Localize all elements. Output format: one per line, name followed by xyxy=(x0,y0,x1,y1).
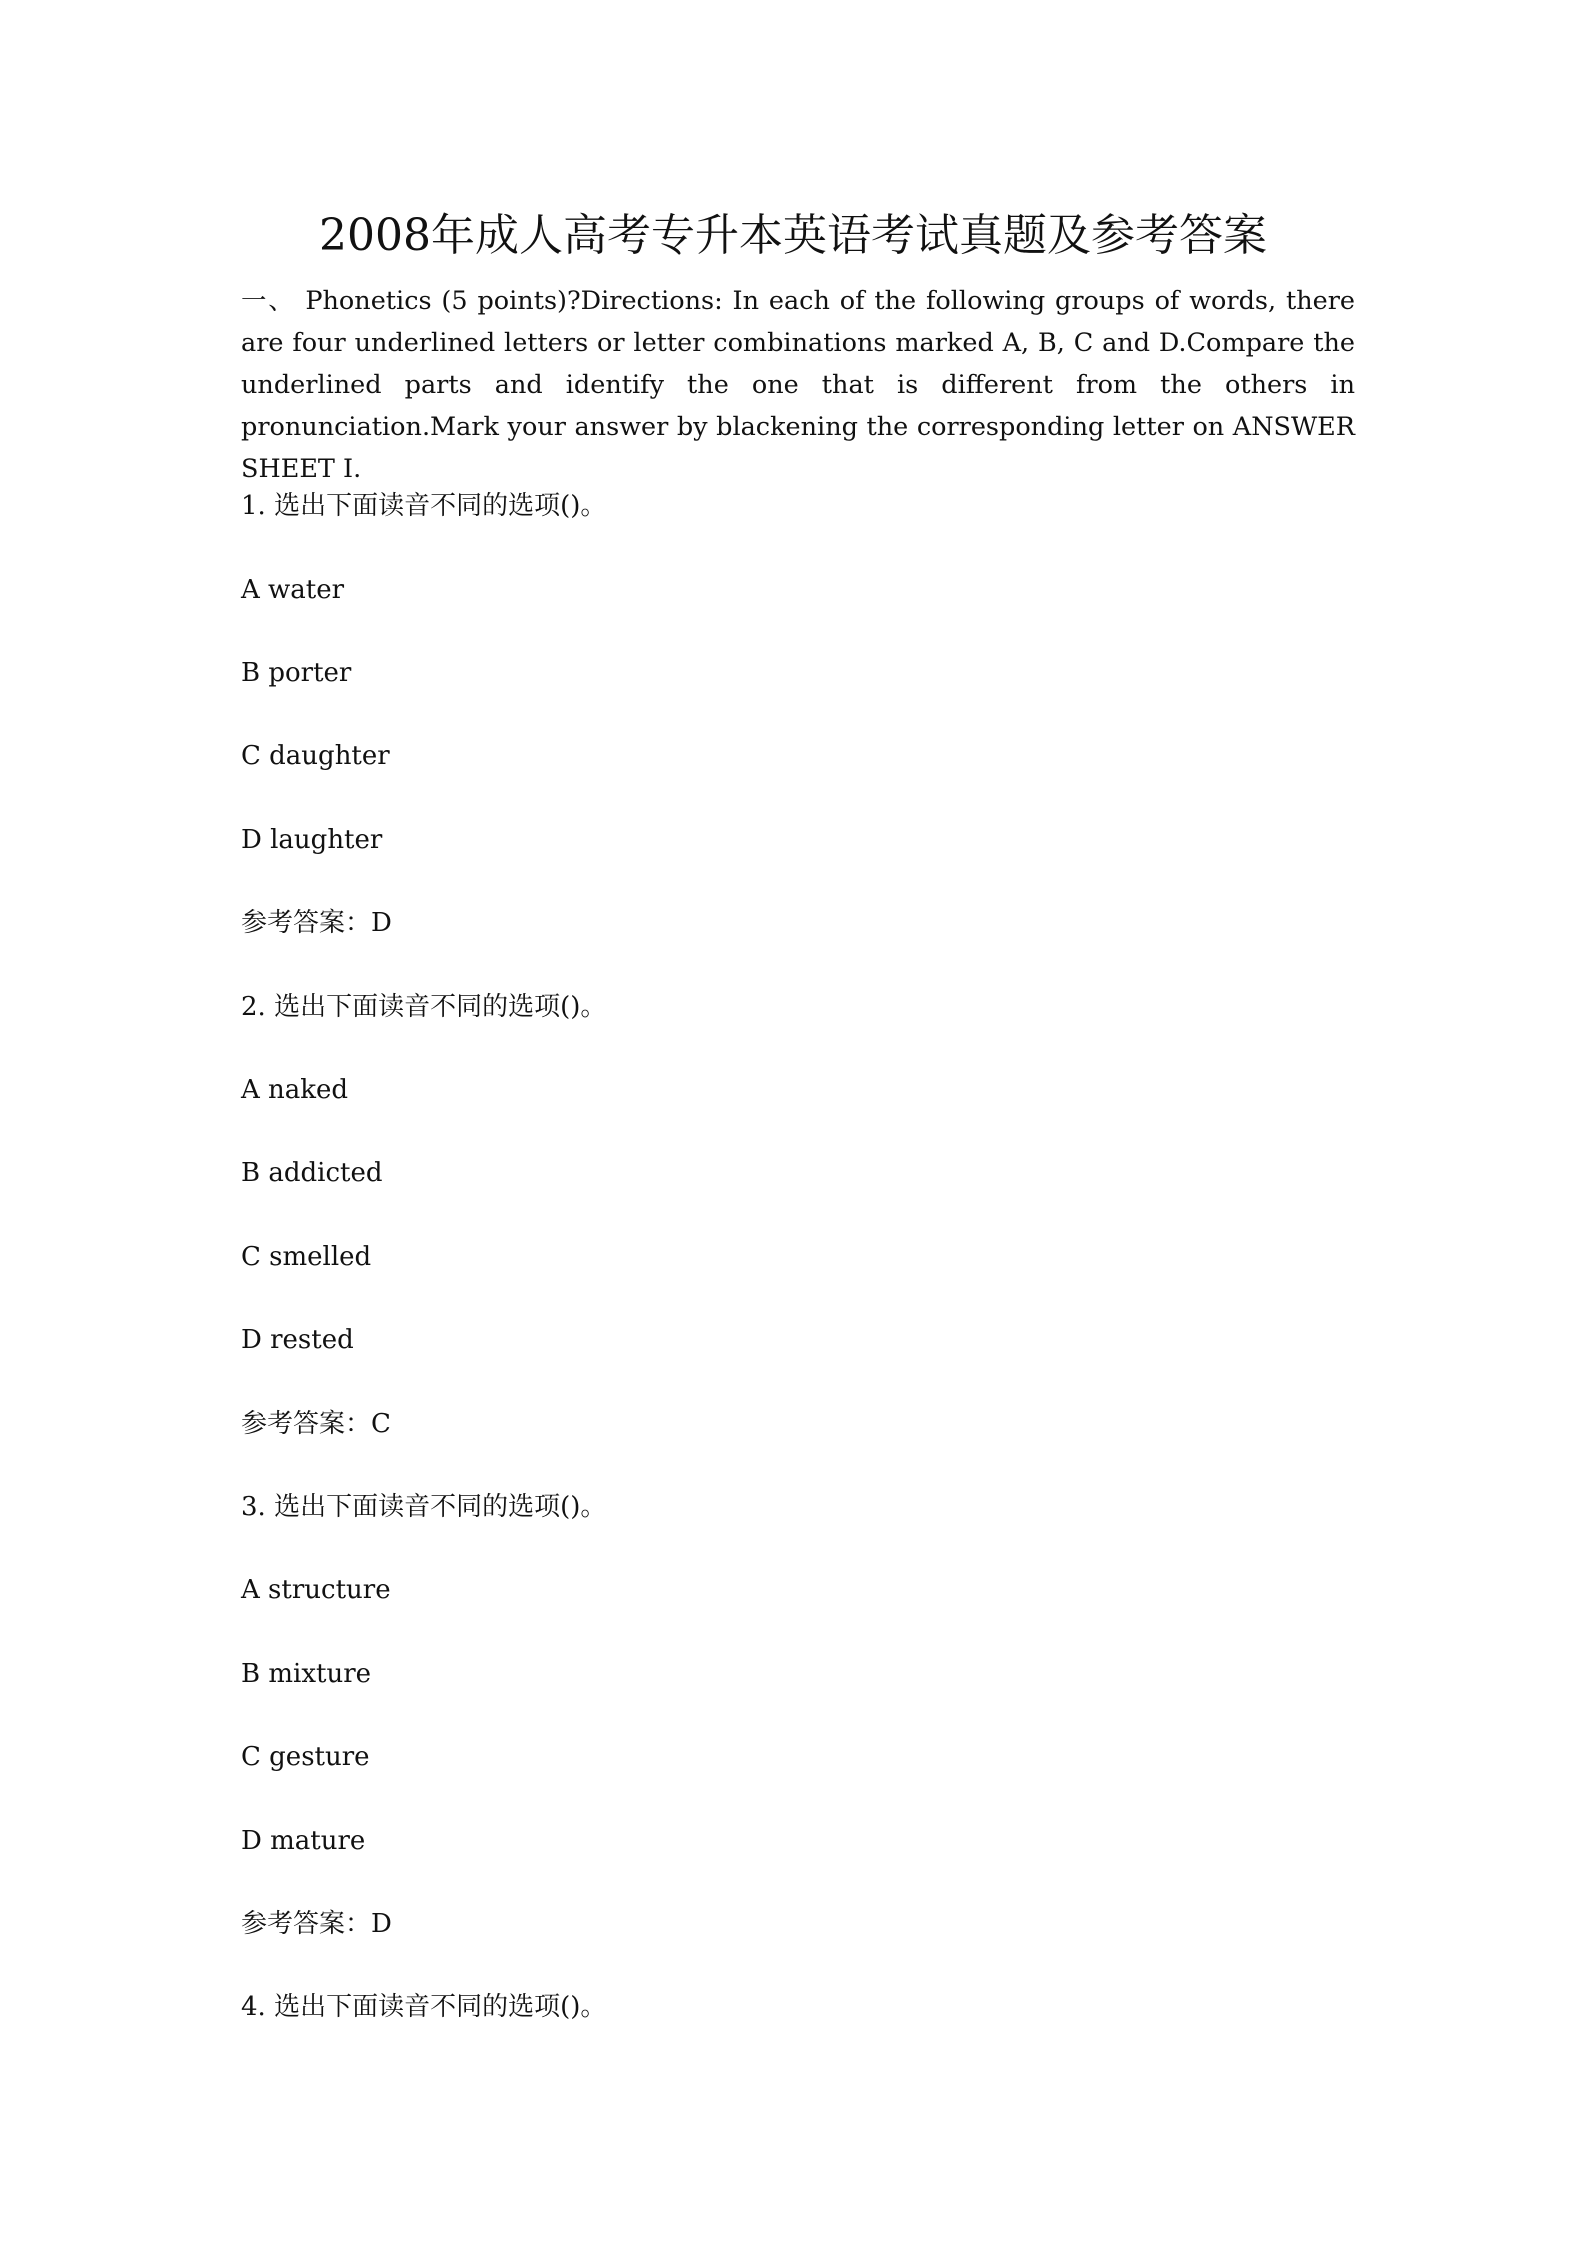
answer-option: A naked xyxy=(241,1075,349,1105)
answer-option: A water xyxy=(241,575,345,605)
answer-option: A structure xyxy=(241,1575,391,1605)
answer-option: D mature xyxy=(241,1826,366,1856)
reference-answer: 参考答案：D xyxy=(241,1909,392,1939)
answer-option: B porter xyxy=(241,658,352,688)
document-title: 2008年成人高考专升本英语考试真题及参考答案 xyxy=(319,210,1267,261)
question-prompt: 4. 选出下面读音不同的选项()。 xyxy=(241,1992,607,2022)
section-directions: 一、 Phonetics (5 points)?Directions: In each of the following groups of words, there are four underlined letters or letter combinations marked A, B, C and D.Compare the underlined parts and identify the one that is different from the others in pronunciation.Mark your answer by blackening the corresponding letter on ANSWER SHEET Ⅰ. xyxy=(241,286,1355,484)
answer-option: D laughter xyxy=(241,825,383,855)
reference-answer: 参考答案：C xyxy=(241,1409,391,1439)
question-prompt: 3. 选出下面读音不同的选项()。 xyxy=(241,1492,607,1522)
answer-option: B addicted xyxy=(241,1158,383,1188)
question-prompt: 1. 选出下面读音不同的选项()。 xyxy=(241,491,607,521)
answer-option: C smelled xyxy=(241,1242,372,1272)
answer-option: B mixture xyxy=(241,1659,372,1689)
answer-option: C daughter xyxy=(241,741,390,771)
reference-answer: 参考答案：D xyxy=(241,908,392,938)
question-prompt: 2. 选出下面读音不同的选项()。 xyxy=(241,992,607,1022)
answer-option: C gesture xyxy=(241,1742,370,1772)
answer-option: D rested xyxy=(241,1325,354,1355)
